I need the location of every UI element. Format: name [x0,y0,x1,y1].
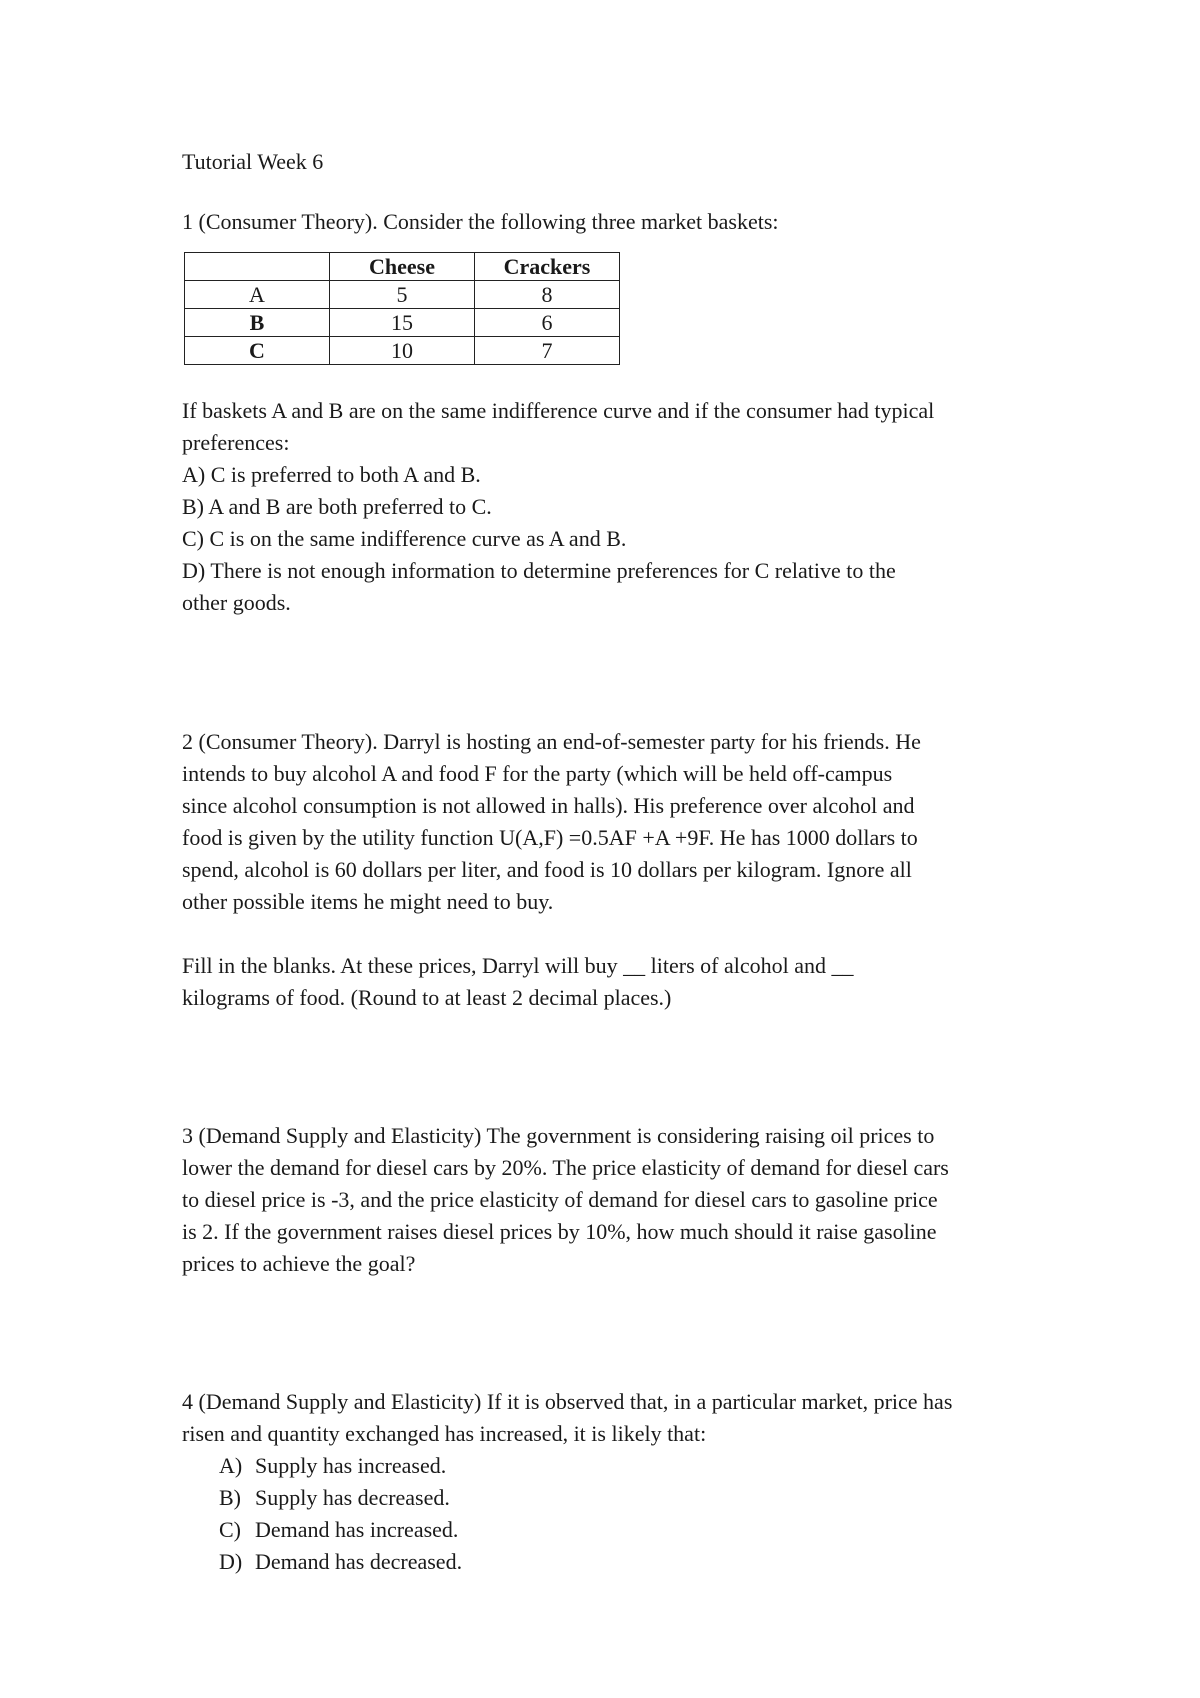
q3-line: 3 (Demand Supply and Elasticity) The government is considering raising oil prices to [182,1123,935,1148]
table-row [185,281,620,309]
option-text: Demand has increased. [255,1517,459,1542]
q3-line: is 2. If the government raises diesel prices by 10%, how much should it raise gasoline [182,1219,937,1244]
option-text: Supply has decreased. [255,1485,450,1510]
market-baskets-table [184,252,620,365]
q1-option-d: D) There is not enough information to determine preferences for C relative to the [182,558,896,583]
question-1 [182,206,1042,619]
option-text: Supply has increased. [255,1453,447,1478]
q2-line: 2 (Consumer Theory). Darryl is hosting an end-of-semester party for his friends. He [182,729,921,754]
table-header-row [185,253,620,281]
page-title: Tutorial Week 6 [182,149,324,174]
question-2 [182,726,1042,1014]
option-letter: B) [219,1485,241,1510]
table-header-empty [185,253,330,281]
table-header-crackers: Crackers [475,253,620,281]
option-letter: D) [219,1549,243,1574]
q1-option-d-continued: other goods. [182,590,291,615]
q2-line: other possible items he might need to buy. [182,889,554,914]
option-letter: C) [219,1517,241,1542]
q4-option-c [182,1514,1042,1546]
q4-line: 4 (Demand Supply and Elasticity) If it is observed that, in a particular market, price has [182,1389,953,1414]
q1-question [182,395,1042,619]
q2-fill-line: Fill in the blanks. At these prices, Darryl will buy __ liters of alcohol and __ [182,953,854,978]
q4-option-a [182,1450,1042,1482]
q2-line: intends to buy alcohol A and food F for the party (which will be held off-campus [182,761,893,786]
question-4 [182,1386,1042,1578]
q4-option-d [182,1546,1042,1578]
q4-line: risen and quantity exchanged has increased, it is likely that: [182,1421,707,1446]
q1-intro: 1 (Consumer Theory). Consider the following three market baskets: [182,209,779,234]
q1-option-a: A) C is preferred to both A and B. [182,462,481,487]
q4-options-list [182,1450,1042,1578]
q2-fill-line: kilograms of food. (Round to at least 2 decimal places.) [182,985,672,1010]
q4-option-b [182,1482,1042,1514]
table-row [185,337,620,365]
q2-line: spend, alcohol is 60 dollars per liter, and food is 10 dollars per kilogram. Ignore all [182,857,912,882]
row-label: C [185,337,330,365]
crackers-cell: 6 [475,309,620,337]
row-label: A [185,281,330,309]
option-letter: A) [219,1453,243,1478]
q1-question-line: preferences: [182,430,290,455]
document-page [182,146,1042,1578]
row-label: B [185,309,330,337]
cheese-cell: 10 [330,337,475,365]
q2-fill-in-blanks [182,950,1042,1014]
question-3 [182,1120,1042,1280]
crackers-cell: 7 [475,337,620,365]
table-row [185,309,620,337]
q2-line: food is given by the utility function U(A,F) =0.5AF +A +9F. He has 1000 dollars to [182,825,918,850]
q2-line: since alcohol consumption is not allowed in halls). His preference over alcohol and [182,793,915,818]
q1-option-b: B) A and B are both preferred to C. [182,494,492,519]
cheese-cell: 15 [330,309,475,337]
option-text: Demand has decreased. [255,1549,463,1574]
q1-question-line: If baskets A and B are on the same indifference curve and if the consumer had typical [182,398,935,423]
cheese-cell: 5 [330,281,475,309]
q3-line: to diesel price is -3, and the price elasticity of demand for diesel cars to gasoline price [182,1187,938,1212]
q1-option-c: C) C is on the same indifference curve as A and B. [182,526,627,551]
q3-line: lower the demand for diesel cars by 20%. The price elasticity of demand for diesel cars [182,1155,949,1180]
q3-line: prices to achieve the goal? [182,1251,416,1276]
table-header-cheese: Cheese [330,253,475,281]
crackers-cell: 8 [475,281,620,309]
